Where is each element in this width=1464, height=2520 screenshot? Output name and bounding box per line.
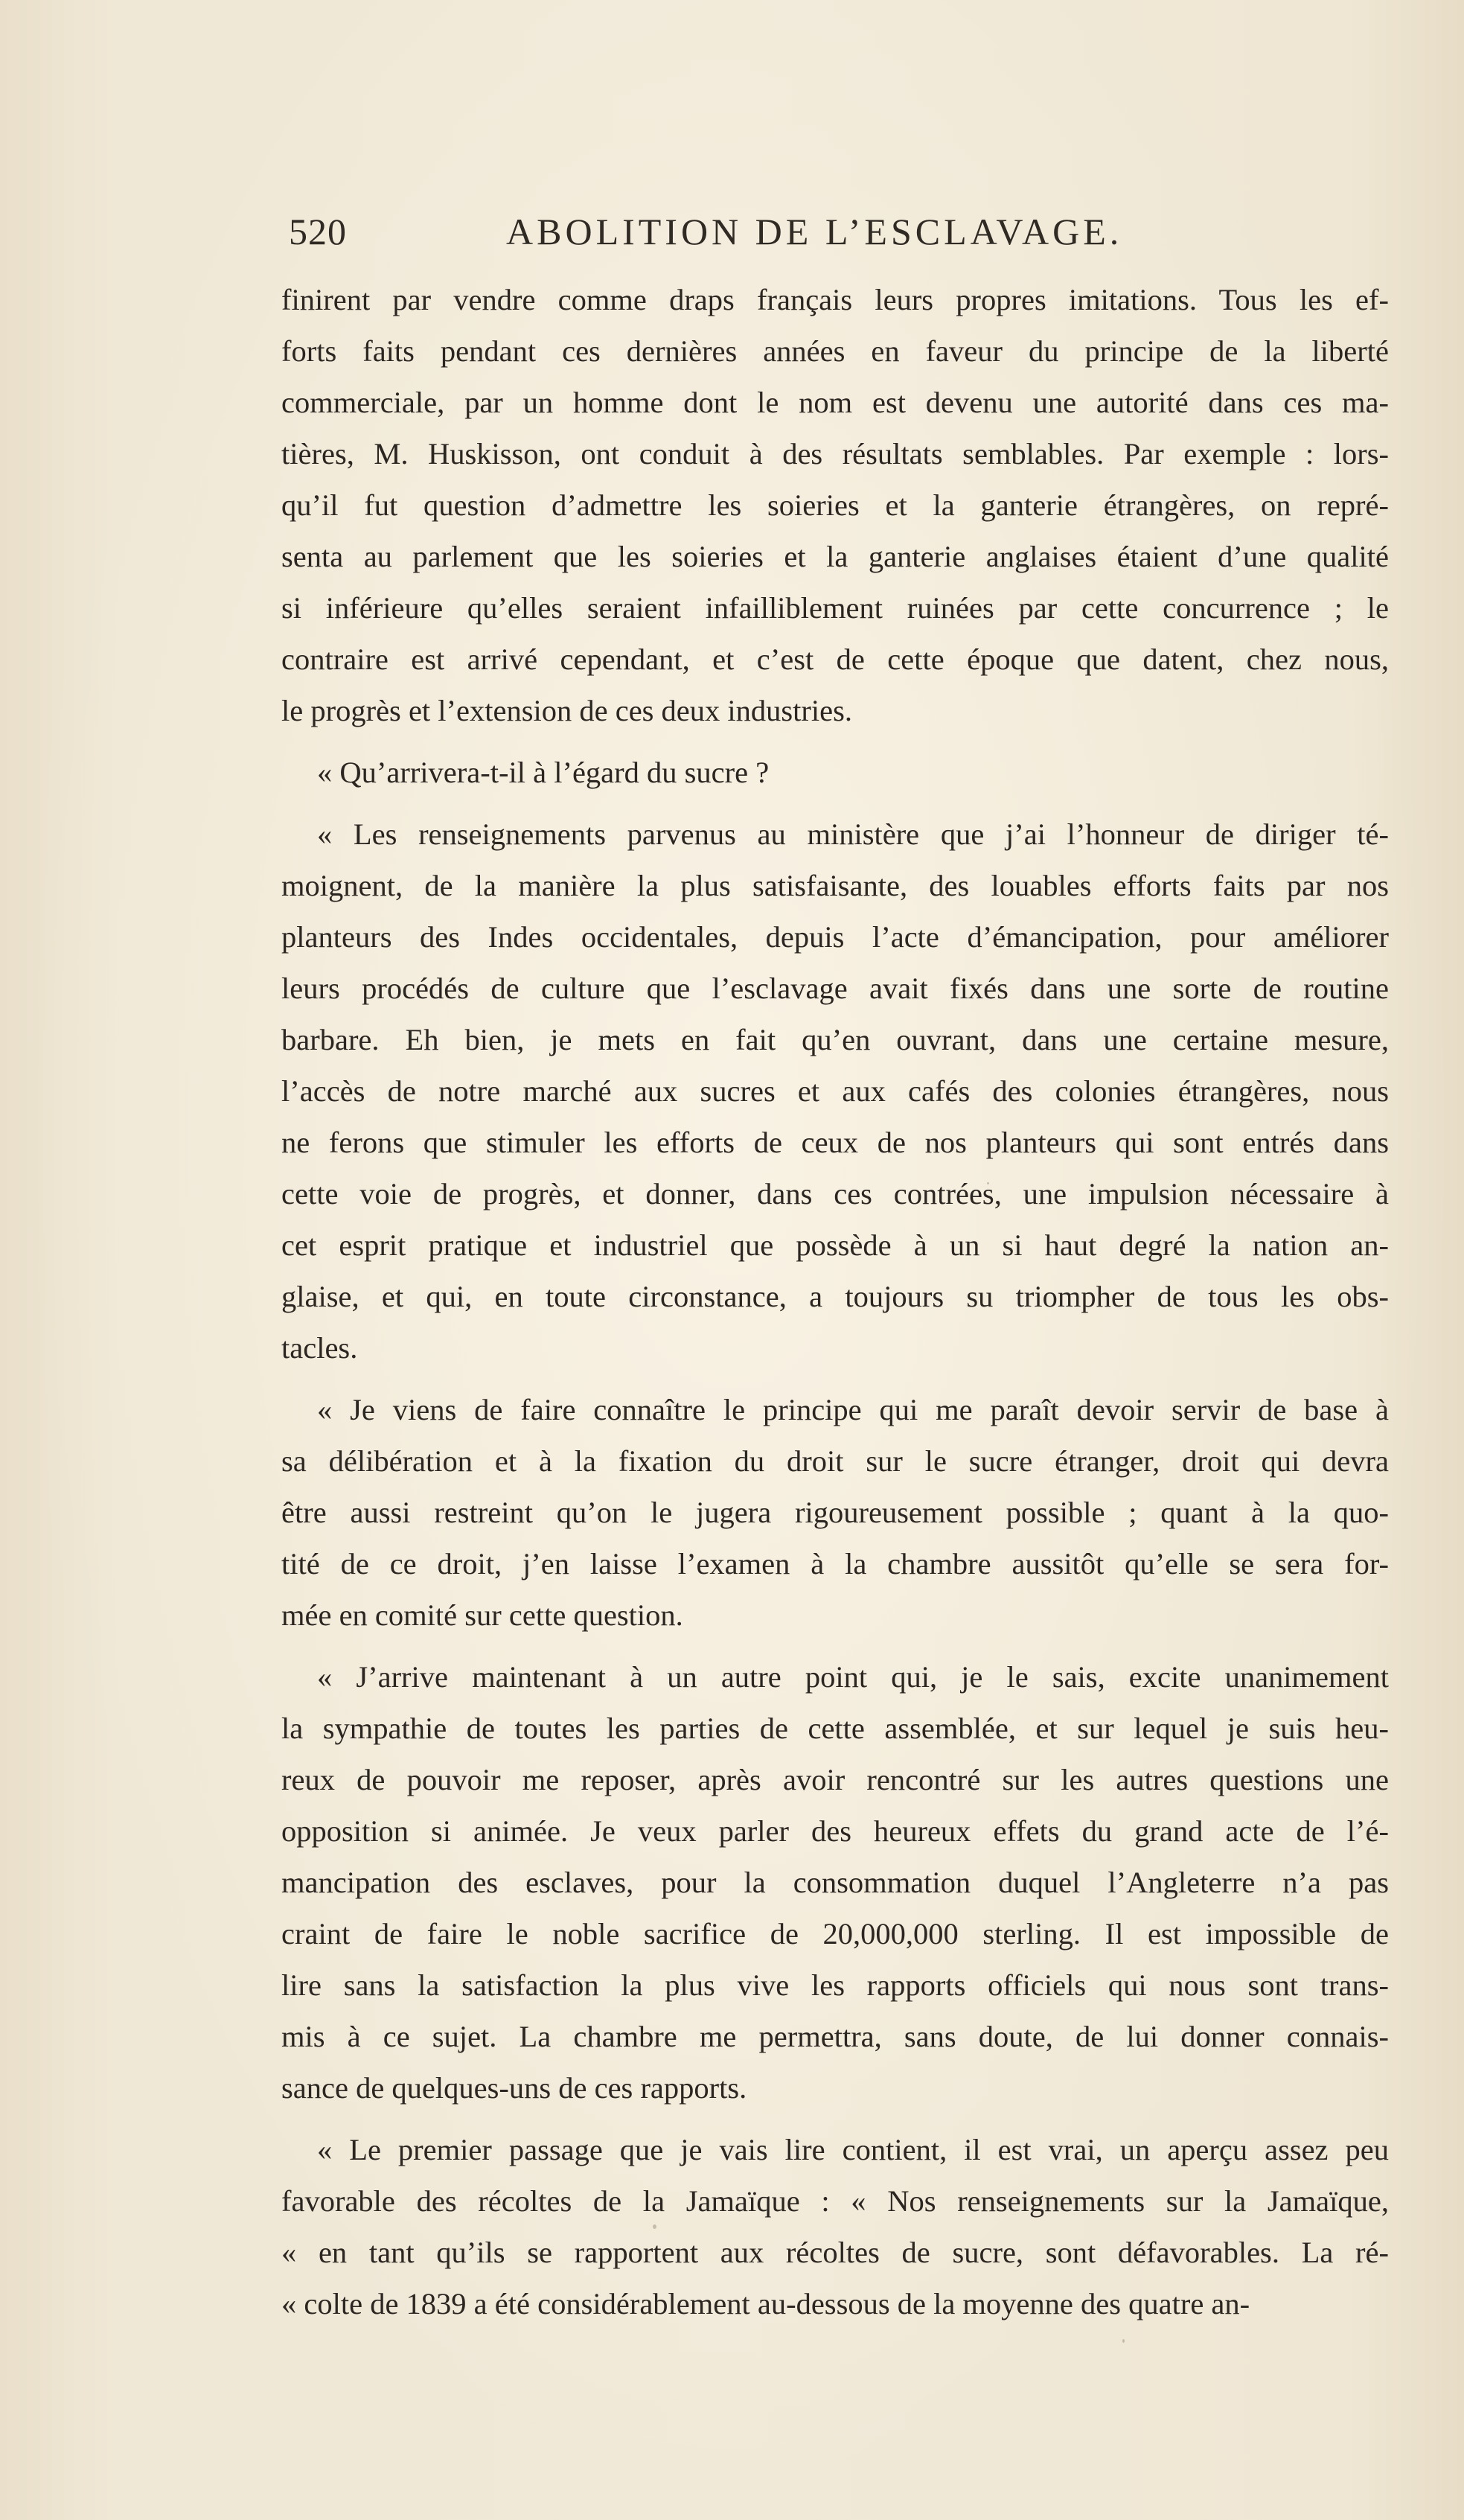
text-line: qu’il fut question d’admettre les soieries et la ganterie étrangères, on repré-	[281, 488, 1389, 522]
text-line: le progrès et l’extension de ces deux industries.	[281, 694, 853, 727]
page-number: 520	[289, 211, 347, 252]
text-line: cet esprit pratique et industriel que possède à un si haut degré la nation an-	[281, 1228, 1389, 1262]
paragraph-gap	[281, 798, 1389, 808]
text-line: tacles.	[281, 1331, 358, 1365]
paragraph-gap	[281, 736, 1389, 747]
text-line: contraire est arrivé cependant, et c’est de cette époque que datent, chez nous,	[281, 642, 1389, 676]
paragraph-gap	[281, 1641, 1389, 1651]
text-line: « Qu’arrivera-t-il à l’égard du sucre ?	[317, 756, 770, 789]
text-line: opposition si animée. Je veux parler des heureux effets du grand acte de l’é-	[281, 1814, 1389, 1848]
text-line: être aussi restreint qu’on le jugera rigoureusement possible ; quant à la quo-	[281, 1496, 1389, 1529]
text-line: lire sans la satisfaction la plus vive les rapports officiels qui nous sont trans-	[281, 1968, 1389, 2002]
text-line: la sympathie de toutes les parties de cette assemblée, et sur lequel je suis heu-	[281, 1712, 1389, 1745]
text-line: ne ferons que stimuler les efforts de ceux de nos planteurs qui sont entrés dans	[281, 1126, 1389, 1159]
text-line: mancipation des esclaves, pour la consommation duquel l’Angleterre n’a pas	[281, 1866, 1389, 1899]
paper-speck	[1122, 2339, 1125, 2343]
text-line: commerciale, par un homme dont le nom est devenu une autorité dans ces ma-	[281, 386, 1389, 419]
paragraph	[281, 747, 1389, 798]
text-line: cette voie de progrès, et donner, dans ces contrées, une impulsion nécessaire à	[281, 1177, 1389, 1210]
text-line: « J’arrive maintenant à un autre point qui, je le sais, excite unanimement	[317, 1660, 1389, 1694]
text-line: leurs procédés de culture que l’esclavage avait fixés dans une sorte de routine	[281, 972, 1389, 1005]
text-line: sa délibération et à la fixation du droit sur le sucre étranger, droit qui devra	[281, 1444, 1389, 1478]
text-line: mis à ce sujet. La chambre me permettra, sans doute, de lui donner connais-	[281, 2020, 1389, 2053]
text-line: sance de quelques-uns de ces rapports.	[281, 2071, 747, 2105]
text-line: barbare. Eh bien, je mets en fait qu’en ouvrant, dans une certaine mesure,	[281, 1023, 1389, 1056]
text-line: moignent, de la manière la plus satisfaisante, des louables efforts faits par nos	[281, 869, 1389, 902]
page-header	[289, 210, 1189, 262]
text-line: « Je viens de faire connaître le principe qui me paraît devoir servir de base à	[317, 1393, 1389, 1426]
text-line: glaise, et qui, en toute circonstance, a toujours su triompher de tous les obs-	[281, 1280, 1389, 1313]
text-line: reux de pouvoir me reposer, après avoir rencontré sur les autres questions une	[281, 1763, 1389, 1796]
text-line: senta au parlement que les soieries et la ganterie anglaises étaient d’une qualité	[281, 540, 1389, 573]
text-line: finirent par vendre comme draps français leurs propres imitations. Tous les ef-	[281, 283, 1389, 316]
text-line: l’accès de notre marché aux sucres et aux cafés des colonies étrangères, nous	[281, 1074, 1389, 1108]
running-title: ABOLITION DE L’ESCLAVAGE.	[506, 211, 1123, 252]
text-line: « colte de 1839 a été considérablement au-dessous de la moyenne des quatre an-	[281, 2287, 1250, 2320]
paragraph-gap	[281, 1374, 1389, 1384]
paper-speck	[653, 2224, 656, 2229]
body-text	[281, 274, 1389, 2329]
paper-speck	[987, 1182, 989, 1184]
text-line: « en tant qu’ils se rapportent aux récoltes de sucre, sont défavorables. La ré-	[281, 2236, 1389, 2269]
text-line: tières, M. Huskisson, ont conduit à des résultats semblables. Par exemple : lors-	[281, 437, 1389, 470]
text-line: mée en comité sur cette question.	[281, 1598, 683, 1632]
text-line: planteurs des Indes occidentales, depuis l’acte d’émancipation, pour améliorer	[281, 920, 1389, 954]
paragraph	[281, 274, 1389, 736]
paragraph	[281, 1384, 1389, 1641]
text-line: tité de ce droit, j’en laisse l’examen à la chambre aussitôt qu’elle se sera for-	[281, 1547, 1389, 1580]
paragraph	[281, 1651, 1389, 2114]
text-line: « Les renseignements parvenus au ministère que j’ai l’honneur de diriger té-	[317, 817, 1389, 851]
text-line: « Le premier passage que je vais lire contient, il est vrai, un aperçu assez peu	[317, 2133, 1389, 2166]
text-line: forts faits pendant ces dernières années en faveur du principe de la liberté	[281, 334, 1389, 368]
text-line: favorable des récoltes de la Jamaïque : « Nos renseignements sur la Jamaïque,	[281, 2184, 1389, 2218]
text-line: craint de faire le noble sacrifice de 20,000,000 sterling. Il est impossible de	[281, 1917, 1389, 1950]
paragraph	[281, 2124, 1389, 2329]
paragraph	[281, 808, 1389, 1374]
paragraph-gap	[281, 2114, 1389, 2124]
text-line: si inférieure qu’elles seraient infailliblement ruinées par cette concurrence ; le	[281, 591, 1389, 625]
